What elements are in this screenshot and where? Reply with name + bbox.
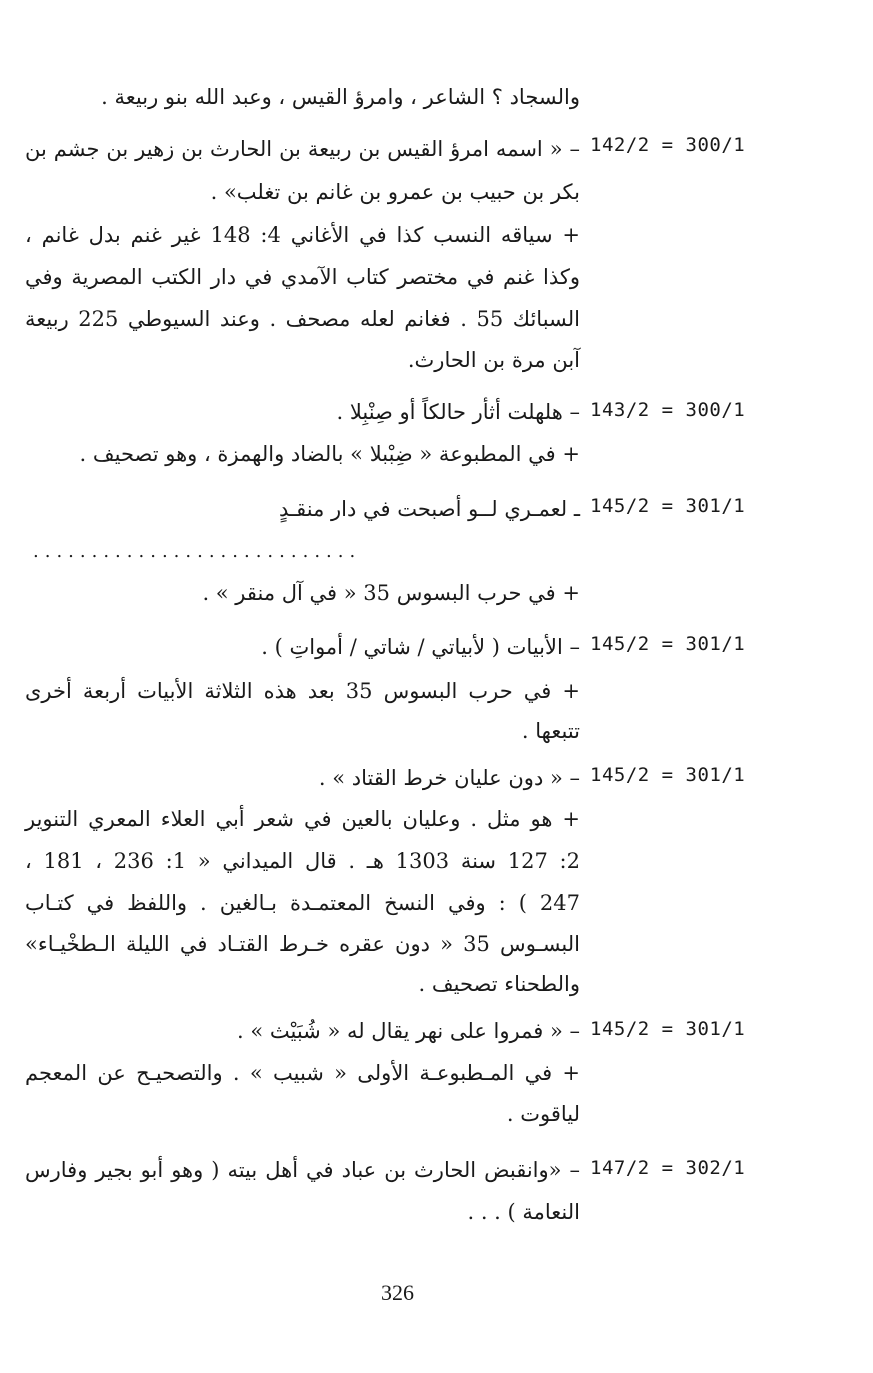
entry-text-line: النعامة ) . . . — [467, 1200, 580, 1224]
page-number: 326 — [381, 1280, 414, 1305]
entry-note-line: + سياقه النسب كذا في الأغاني 4: 148 غير غنم بدل غانم ، — [25, 223, 580, 247]
entry-note-line: + في حرب البسوس 35 بعد هذه الثلاثة الأبيات أربعة أخرى — [25, 679, 580, 703]
entry-reference: 147/2 = 302/1 — [590, 1157, 746, 1179]
entry-note-line: + في المطبوعة « ضِبْبلا » بالضاد والهمزة ، وهو تصحيف . — [79, 442, 580, 466]
entry-reference: 143/2 = 300/1 — [590, 399, 746, 421]
entry-text-line: – هلهلت أثأر حالكاً أو صِنْبِلا . — [336, 400, 580, 424]
entry-text-line: – « اسمه امرؤ القيس بن ربيعة بن الحارث بن زهير بن جشم بن — [25, 137, 580, 161]
entry-note-line: السبائك 55 . فغانم لعله مصحف . وعند السيوطي 225 ربيعة — [25, 307, 581, 331]
entry-text-line: – «وانقبض الحارث بن عباد في أهل بيته ( وهو أبو بجير وفارس — [25, 1158, 580, 1182]
entry-text-line: بكر بن حبيب بن عمرو بن غانم بن تغلب» . — [210, 180, 580, 204]
entry-verse-line: ـ لعمـري لــو أصبحت في دار منقـدٍ — [278, 497, 580, 521]
entry-note-line: + في حرب البسوس 35 « في آل منقر » . — [202, 581, 580, 605]
entry-reference: 145/2 = 301/1 — [590, 764, 746, 786]
entry-note-line: البسـوس 35 « دون عقره خـرط القتـاد في الليلة الـطخْيـاء» — [25, 932, 580, 956]
entry-note-line: 2: 127 سنة 1303 هـ . قال الميداني « 1: 236 ، 181 ، — [25, 849, 580, 873]
entry-reference: 145/2 = 301/1 — [590, 1018, 746, 1040]
entry-text-line: – « دون عليان خرط القتاد » . — [318, 766, 580, 790]
entry-note-line: وكذا غنم في مختصر كتاب الآمدي في دار الكتب المصرية وفي — [25, 265, 580, 289]
entry-reference: 145/2 = 301/1 — [590, 633, 746, 655]
entry-note-line: والطحناء تصحيف . — [418, 972, 580, 996]
entry-text-line: – « فمروا على نهر يقال له « شُبَيْث » . — [237, 1019, 580, 1043]
intro-line: والسجاد ؟ الشاعر ، وامرؤ القيس ، وعبد الله بنو ربيعة . — [101, 85, 580, 109]
entry-note-line: لياقوت . — [506, 1102, 580, 1126]
verse-dotted-line: ............................ — [33, 541, 362, 561]
entry-note-line: تتبعها . — [521, 719, 580, 743]
entry-note-line: 247 ) : وفي النسخ المعتمـدة بـالغين . واللفظ في كتـاب — [25, 891, 580, 915]
entry-note-line: آبن مرة بن الحارث. — [407, 348, 580, 372]
entry-note-line: + هو مثل . وعليان بالعين في شعر أبي العلاء المعري التنوير — [25, 807, 580, 831]
entry-note-line: + في المـطبوعـة الأولى « شبيب » . والتصحيـح عن المعجم — [25, 1061, 580, 1085]
entry-text-line: – الأبيات ( لأبياتي / شاتي / أمواتِ ) . — [261, 635, 580, 659]
entry-reference: 145/2 = 301/1 — [590, 495, 746, 517]
entry-reference: 142/2 = 300/1 — [590, 134, 746, 156]
